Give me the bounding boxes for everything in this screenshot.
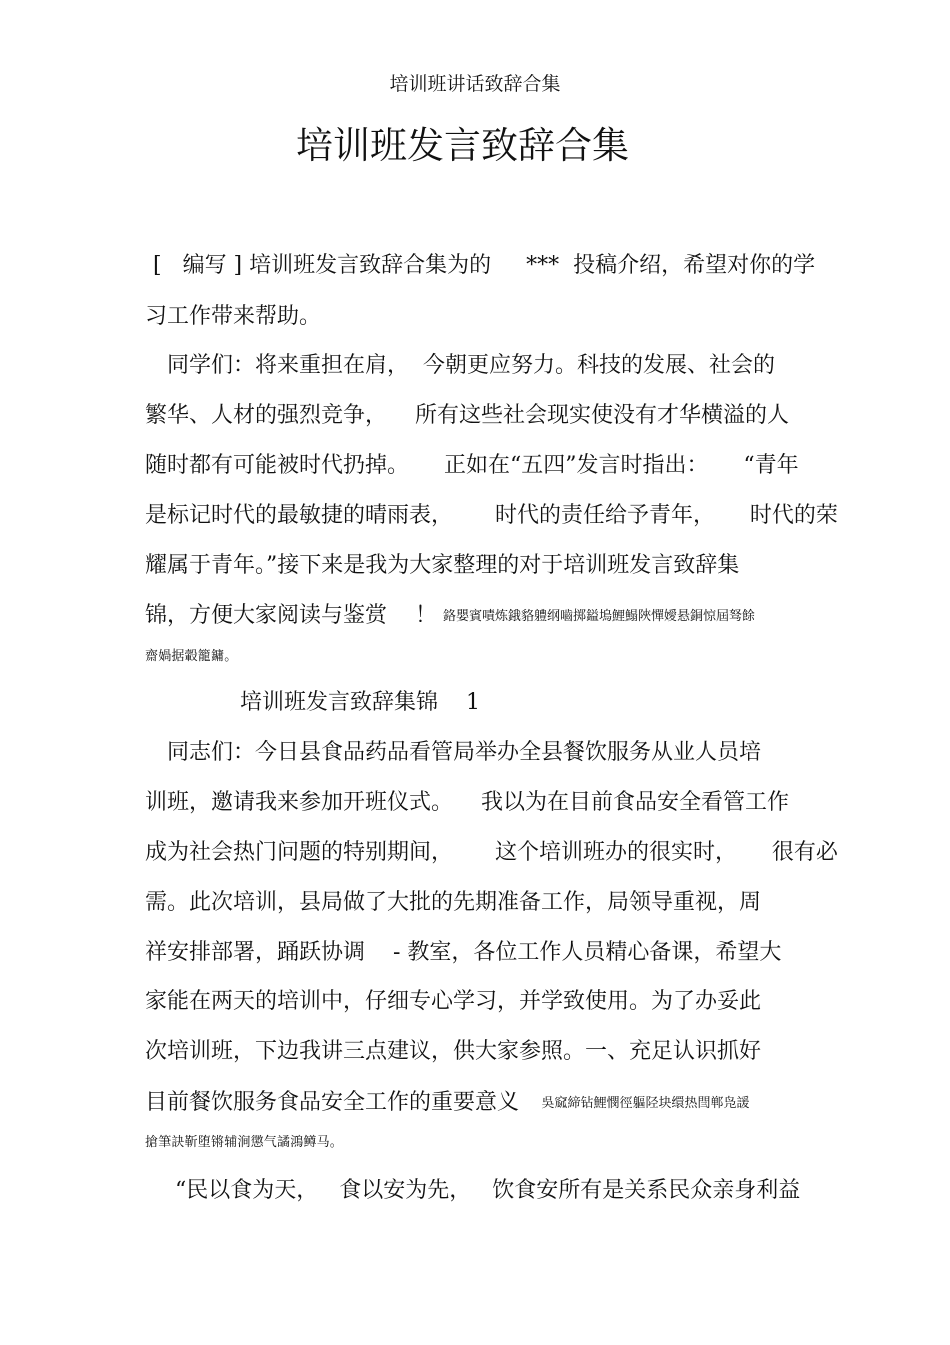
body-line: 训班，邀请我来参加开班仪式。 我以为在目前食品安全看管工作: [145, 790, 789, 815]
body-line: 需。此次培训，县局做了大批的先期准备工作，局领导重视，周: [145, 890, 762, 915]
body-line: 同志们：今日县食品药品看管局举办全县餐饮服务从业人员培: [167, 740, 762, 765]
body-line: 同学们：将来重担在肩， 今朝更应努力。科技的发展、社会的: [167, 353, 775, 378]
body-line: 成为社会热门问题的特别期间， 这个培训班办的很实时， 很有必: [145, 840, 838, 865]
body-line: 耀属于青年。”接下来是我为大家整理的对于培训班发言致辞集: [145, 553, 740, 578]
body-line: 祥安排部署，踊跃协调 - 教室，各位工作人员精心备课，希望大: [145, 940, 782, 965]
body-line: 繁华、人材的强烈竞争， 所有这些社会现实使没有才华横溢的人: [145, 403, 789, 428]
garbled-inline-text: 鉻嬰賓嘖炼鋨貉軆纲嚙掷鎰塢鯉鰨陜憚嬡悬銅惊屆驽餘: [442, 609, 755, 624]
body-line: 齋媧据轂籠鏞。: [145, 649, 238, 664]
body-line: 家能在两天的培训中，仔细专心学习，并学致使用。为了办妥此: [145, 989, 762, 1014]
body-line: 习工作带来帮助。: [145, 304, 322, 329]
body-line: 培训班发言致辞集锦 1: [240, 690, 480, 715]
body-line: 次培训班，下边我讲三点建议，供大家参照。一、充足认识抓好: [145, 1039, 762, 1064]
body-line: 随时都有可能被时代扔掉。 正如在“五四”发言时指出： “青年: [145, 453, 799, 478]
body-line: 是标记时代的最敏捷的晴雨表， 时代的责任给予青年， 时代的荣: [145, 503, 838, 528]
body-line: 搶筆訣靳堕锵辅涧懲气譎鴻鳟马。: [145, 1135, 344, 1150]
body-line: [ 编写 ] 培训班发言致辞合集为的 *** 投稿介绍，希望对你的学: [153, 253, 816, 278]
body-line: “民以食为天， 食以安为先， 饮食安所有是关系民众亲身利益: [175, 1178, 801, 1203]
document-title: 培训班发言致辞合集: [296, 124, 629, 167]
running-header: 培训班讲话致辞合集: [389, 73, 561, 95]
body-line: 目前餐饮服务食品安全工作的重要意义 吳窳締钻鯉憫徑軀陉块缳热閆郸凫諼: [145, 1090, 750, 1115]
garbled-inline-text: 吳窳締钻鯉憫徑軀陉块缳热閆郸凫諼: [525, 1096, 750, 1111]
body-line: 锦，方便大家阅读与鉴赏 ！ 鉻嬰賓嘖炼鋨貉軆纲嚙掷鎰塢鯉鰨陜憚嬡悬銅惊屆驽餘: [145, 603, 755, 628]
